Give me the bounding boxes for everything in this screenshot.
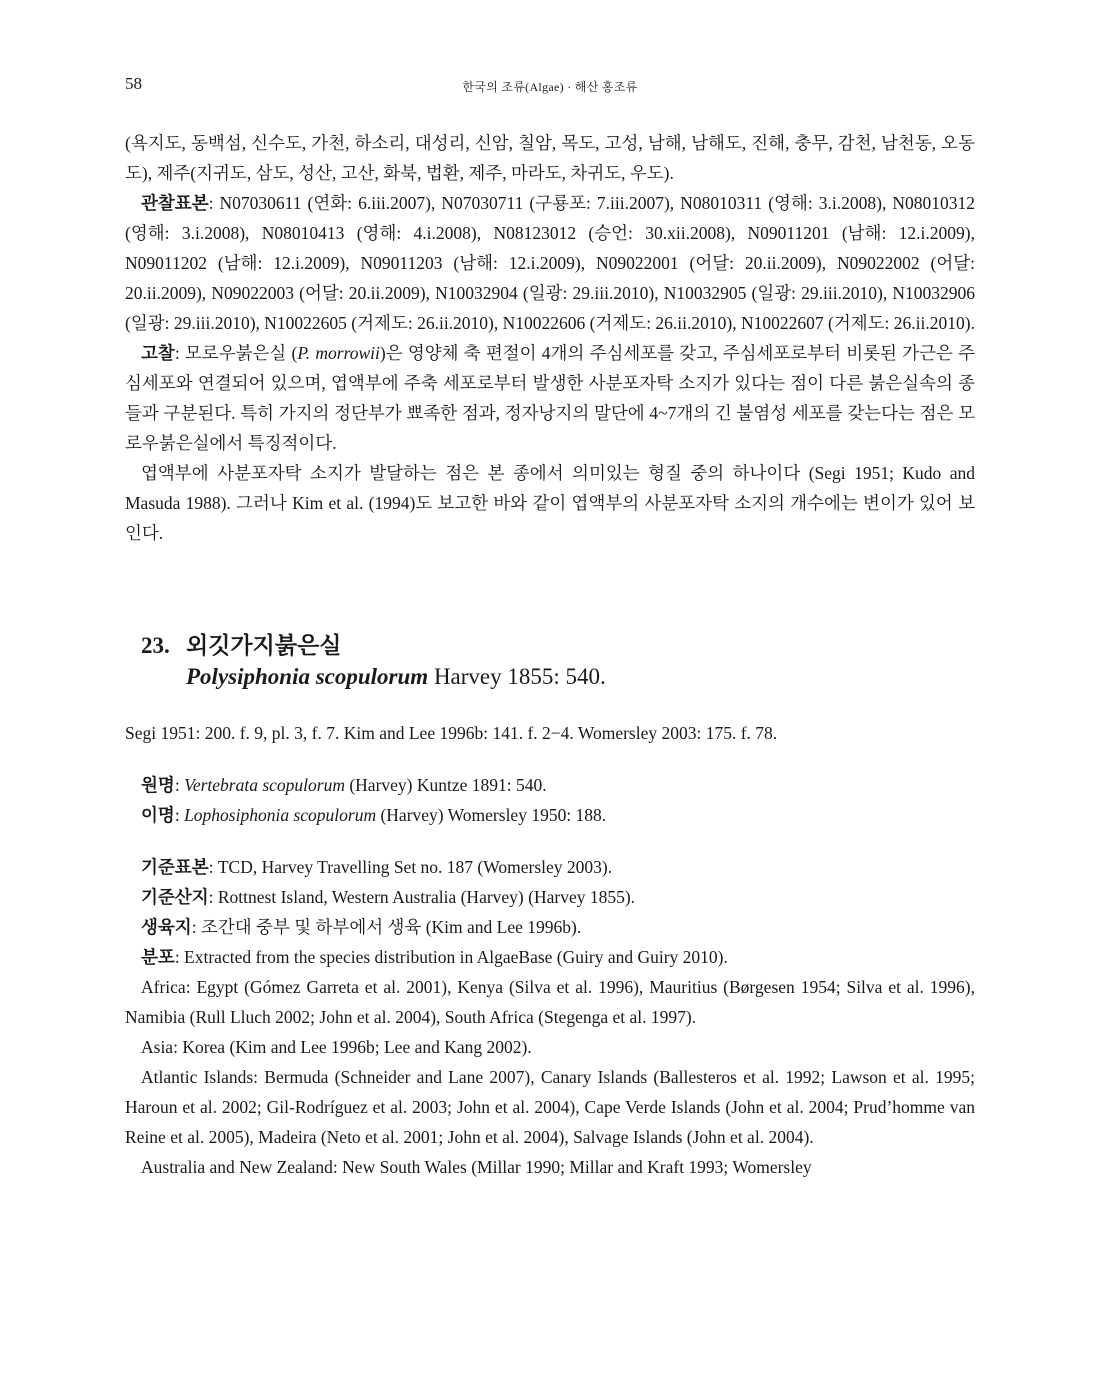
type-specimen-label: 기준표본 [141,857,209,877]
habitat-text: : 조간대 중부 및 하부에서 생육 (Kim and Lee 1996b). [191,917,582,937]
synonym-name: Lophosiphonia scopulorum [184,805,377,825]
distribution-continued: (욕지도, 동백섬, 신수도, 가천, 하소리, 대성리, 신암, 칠암, 목도, 고성, 남해, 남해도, 진해, 충무, 감천, 남천동, 오동도), 제주(지귀도, 삼도, 성산, 고산, 화북, 법환, 제주, 마라도, 차귀도, 우도). [125,133,975,183]
synonym-label: 이명 [141,805,175,825]
type-specimen-line [125,852,975,882]
remarks-species: P. morrowii [297,343,380,363]
remarks-paragraph-2: 엽액부에 사분포자탁 소지가 발달하는 점은 본 종에서 의미있는 형질 중의 하나이다 (Segi 1951; Kudo and Masuda 1988). 그러나 Kim et al. (1994)도 보고한 바와 같이 엽액부의 사분포자탁 소지의 개수에는 변이가 있어 보인다. [125,463,975,543]
type-locality-text: : Rottnest Island, Western Australia (Harvey) (Harvey 1855). [208,887,636,907]
habitat-label: 생육지 [141,917,192,937]
basionym-line: 원명: Vertebrata scopulorum (Harvey) Kuntze 1891: 540. [141,775,547,795]
basionym-rest: (Harvey) Kuntze 1891: 540. [344,775,547,795]
distribution-label: 분포 [141,947,175,967]
remarks-paragraph [125,338,975,458]
references-line: Segi 1951: 200. f. 9, pl. 3, f. 7. Kim and Lee 1996b: 141. f. 2−4. Womersley 2003: 175. f. 78. [125,723,778,743]
distribution-line [125,942,975,972]
remarks-label: 고찰 [141,343,175,363]
basionym-label: 원명 [141,775,175,795]
distribution-asia: Asia: Korea (Kim and Lee 1996b; Lee and Kang 2002). [141,1037,532,1057]
synonym-rest: (Harvey) Womersley 1950: 188. [376,805,607,825]
type-locality-line [125,882,975,912]
distribution-atlantic: Atlantic Islands: Bermuda (Schneider and Lane 2007), Canary Islands (Ballesteros et al. 1992; Lawson et al. 1995; Haroun et al. 2002; Gil-Rodríguez et al. 2003; John et al. 2004), Cape Verde Islands (John et al. 2004; Prud’homme van Reine et al. 2005), Madeira (Neto et al. 2001; John et al. 2004), Salvage Islands (John et al. 2004). [125,1067,975,1147]
basionym-name: Vertebrata scopulorum [184,775,345,795]
page-body [125,128,975,1182]
distribution-australia: Australia and New Zealand: New South Wales (Millar 1990; Millar and Kraft 1993; Womersley [141,1157,812,1177]
species-number: 23. [141,633,170,658]
spacer [125,830,975,852]
specimens-text: : N07030611 (연화: 6.iii.2007), N07030711 (구룡포: 7.iii.2007), N08010311 (영해: 3.i.2008), N08010312 (영해: 3.i.2008), N08010413 (영해: 4.i.2008), N08123012 (승언: 30.xii.2008), N09011201 (남해: 12.i.2009), N09011202 (남해: 12.i.2009), N09011203 (남해: 12.i.2009), N09022001 (어달: 20.ii.2009), N09022002 (어달: 20.ii.2009), N09022003 (어달: 20.ii.2009), N10032904 (일광: 29.iii.2010), N10032905 (일광: 29.iii.2010), N10032906 (일광: 29.iii.2010), N10022605 (거제도: 26.ii.2010), N10022606 (거제도: 26.ii.2010), N10022607 (거제도: 26.ii.2010). [125,193,975,333]
running-head: 한국의 조류(Algae) · 해산 홍조류 [462,80,638,94]
spacer [125,748,975,770]
type-specimen-text: : TCD, Harvey Travelling Set no. 187 (Womersley 2003). [208,857,613,877]
synonym-line: 이명: Lophosiphonia scopulorum (Harvey) Womersley 1950: 188. [141,805,607,825]
korean-name: 외깃가지붉은실 [186,633,342,658]
distribution-africa: Africa: Egypt (Gómez Garreta et al. 2001), Kenya (Silva et al. 1996), Mauritius (Børgesen 1954; Silva et al. 1996), Namibia (Rull Lluch 2002; John et al. 2004), South Africa (Stegenga et al. 1997). [125,977,975,1027]
specimens-paragraph [125,188,975,338]
authority: Harvey 1855: 540. [428,664,606,689]
species-heading [125,630,975,692]
specimens-label: 관찰표본 [141,193,209,213]
scientific-name: Polysiphonia scopulorum [186,664,429,689]
spacer [125,548,975,630]
remarks-text-b: )은 영양체 축 편절이 4개의 주심세포를 갖고, 주심세포로부터 비롯된 가근은 주심세포와 연결되어 있으며, 엽액부에 주축 세포로부터 발생한 사분포자탁 소지가 있다는 점이 다른 붉은실속의 종들과 구분된다. 특히 가지의 정단부가 뾰족한 점과, 정자낭지의 말단에 4~7개의 긴 불염성 세포를 갖는다는 점은 모로우붉은실에서 특징적이다. [125,343,975,453]
habitat-line [125,912,975,942]
remarks-text-a: : 모로우붉은실 ( [174,343,298,363]
page-number: 58 [125,74,142,93]
page-header [125,74,975,98]
distribution-text: : Extracted from the species distribution in AlgaeBase (Guiry and Guiry 2010). [174,947,728,967]
type-locality-label: 기준산지 [141,887,209,907]
